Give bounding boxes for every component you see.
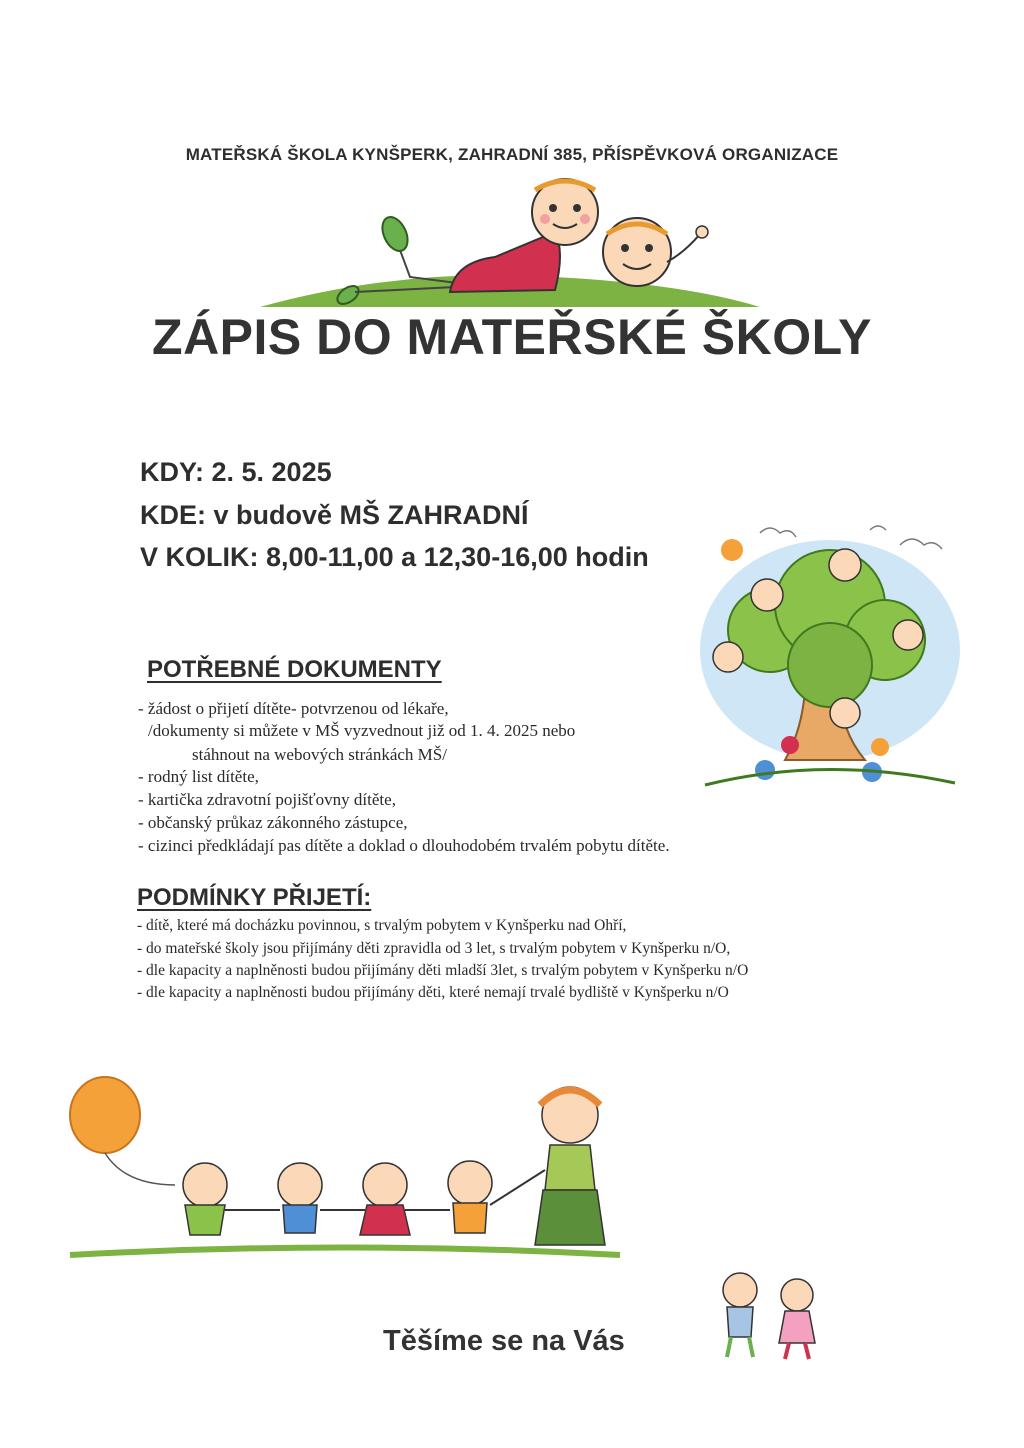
list-item: - dle kapacity a naplněnosti budou přijímány děti, které nemají trvalé bydliště v Kynšperku n/O bbox=[137, 984, 729, 1001]
page-title: ZÁPIS DO MATEŘSKÉ ŠKOLY bbox=[152, 309, 872, 365]
enrollment-place: KDE: v budově MŠ ZAHRADNÍ bbox=[140, 500, 529, 530]
list-item: - žádost o přijetí dítěte- potvrzenou od lékaře, bbox=[138, 699, 449, 718]
children-chain-with-balloon-icon bbox=[65, 1075, 625, 1265]
documents-heading: POTŘEBNÉ DOKUMENTY bbox=[147, 656, 442, 683]
jumping-children-icon bbox=[705, 1265, 835, 1365]
conditions-heading: PODMÍNKY PŘIJETÍ: bbox=[137, 884, 372, 911]
closing-message: Těšíme se na Vás bbox=[383, 1325, 625, 1357]
list-item: - do mateřské školy jsou přijímány děti zpravidla od 3 let, s trvalým pobytem v Kynšperku n/O, bbox=[137, 940, 731, 957]
list-item: /dokumenty si můžete v MŠ vyzvednout již od 1. 4. 2025 nebo bbox=[148, 721, 576, 740]
list-item: - dle kapacity a naplněnosti budou přijímány děti mladší 3let, s trvalým pobytem v Kynšperku n/O bbox=[137, 962, 749, 979]
list-item: stáhnout na webových stránkách MŠ/ bbox=[192, 745, 447, 764]
organization-name: MATEŘSKÁ ŠKOLA KYNŠPERK, ZAHRADNÍ 385, PŘÍSPĚVKOVÁ ORGANIZACE bbox=[185, 145, 839, 164]
enrollment-date: KDY: 2. 5. 2025 bbox=[140, 457, 332, 487]
list-item: - dítě, které má docházku povinnou, s trvalým pobytem v Kynšperku nad Ohří, bbox=[137, 917, 627, 934]
enrollment-hours: V KOLIK: 8,00-11,00 a 12,30-16,00 hodin bbox=[140, 542, 649, 572]
lying-children-icon bbox=[255, 172, 765, 312]
list-item: - občanský průkaz zákonného zástupce, bbox=[138, 813, 408, 832]
tree-with-children-icon bbox=[690, 515, 965, 795]
list-item: - rodný list dítěte, bbox=[138, 767, 259, 786]
list-item: - kartička zdravotní pojišťovny dítěte, bbox=[138, 790, 396, 809]
list-item: - cizinci předkládají pas dítěte a doklad o dlouhodobém trvalém pobytu dítěte. bbox=[138, 836, 670, 855]
